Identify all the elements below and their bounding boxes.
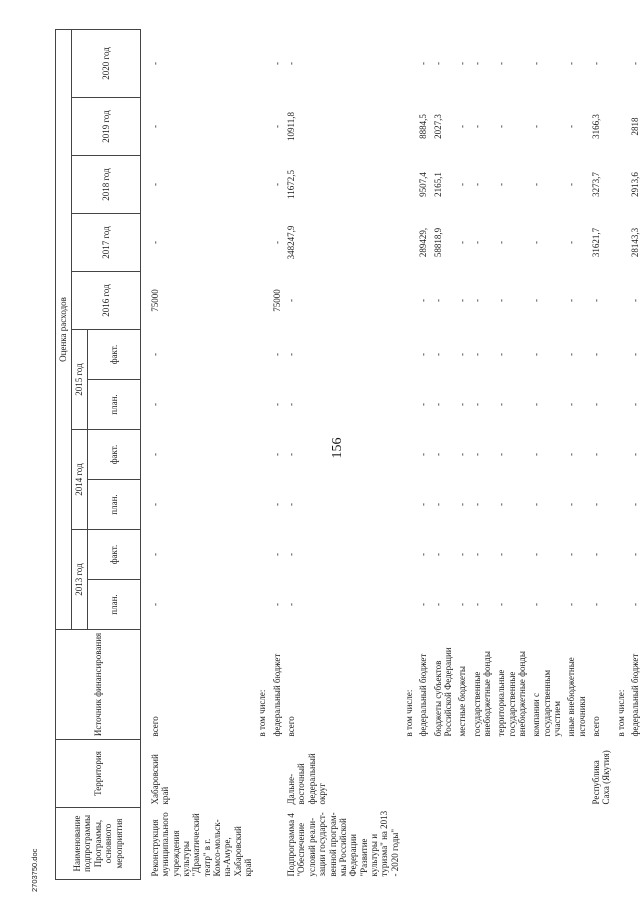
cell-value: -	[630, 603, 640, 606]
cell-value: -	[496, 125, 507, 128]
cell-value: -	[432, 603, 443, 606]
cell-funding-source: в том числе:	[257, 689, 268, 737]
col-header-2014-fact: факт.	[88, 430, 141, 480]
cell-value: -	[630, 299, 640, 302]
cell-territory	[469, 740, 494, 808]
cell-value: -	[457, 453, 468, 456]
footer-filename: 2703750.doc	[30, 848, 39, 892]
cell-value: 3166,3	[591, 114, 602, 139]
col-header-2016: 2016 год	[72, 272, 141, 330]
cell-value	[254, 580, 268, 630]
cell-program-name	[269, 808, 283, 880]
cell-value: -	[471, 503, 482, 506]
col-header-source: Источник финансирования	[56, 630, 141, 740]
cell-value: -	[496, 183, 507, 186]
cell-value	[401, 380, 415, 430]
cell-value: -	[271, 553, 282, 556]
cell-program-name	[415, 808, 429, 880]
cell-funding-source: всего	[591, 716, 602, 737]
cell-value: -	[471, 299, 482, 302]
cell-value: -	[286, 453, 297, 456]
table-row	[147, 29, 254, 879]
cell-value: 75000	[150, 289, 160, 312]
cell-territory	[401, 740, 415, 808]
cell-value	[401, 530, 415, 580]
cell-territory	[528, 740, 563, 808]
cell-value: -	[457, 403, 468, 406]
cell-funding-source: государственные внебюджетные фонды	[471, 651, 492, 737]
cell-value: -	[150, 61, 160, 65]
cell-value: -	[496, 299, 507, 302]
cell-value: -	[566, 353, 577, 356]
cell-value: -	[531, 553, 542, 556]
cell-value: -	[566, 61, 577, 65]
cell-value: -	[531, 503, 542, 506]
cell-value: -	[630, 503, 640, 506]
cell-funding-source: в том числе:	[403, 689, 414, 737]
cell-value: -	[418, 61, 429, 65]
cell-value	[254, 29, 268, 97]
cell-value: -	[457, 553, 468, 556]
col-header-2018: 2018 год	[72, 156, 141, 214]
cell-value: -	[271, 61, 282, 65]
cell-funding-source: федеральный бюджет	[630, 653, 640, 737]
cell-territory: Дальне-восточный федеральный округ	[286, 753, 328, 805]
cell-value: -	[418, 603, 429, 606]
cell-value: -	[471, 125, 482, 128]
cell-value: -	[630, 453, 640, 456]
cell-value	[401, 430, 415, 480]
cell-value: -	[471, 603, 482, 606]
cell-value	[613, 330, 627, 380]
cell-value: -	[566, 183, 577, 186]
col-header-2013-fact: факт.	[88, 530, 141, 580]
cell-value: -	[591, 453, 602, 456]
cell-value: -	[150, 125, 160, 128]
cell-value	[254, 430, 268, 480]
cell-territory	[613, 740, 627, 808]
cell-value	[254, 98, 268, 156]
cell-territory	[454, 740, 468, 808]
cell-value: -	[531, 299, 542, 302]
cell-funding-source: бюджеты субъектов Российской Федерации	[432, 647, 453, 737]
cell-value: 9507,4	[418, 172, 429, 197]
cell-value: -	[471, 403, 482, 406]
table-row	[563, 29, 588, 879]
cell-value: -	[271, 603, 282, 606]
col-header-territory: Территория	[56, 740, 141, 808]
cell-value: -	[286, 503, 297, 506]
cell-value: -	[471, 553, 482, 556]
cell-value: -	[531, 241, 542, 244]
cell-territory	[430, 740, 455, 808]
cell-territory: Республика Саха (Якутия)	[591, 750, 612, 805]
col-header-2014: 2014 год	[72, 430, 88, 530]
cell-program-name	[627, 808, 640, 880]
cell-value: -	[418, 403, 429, 406]
cell-value: -	[630, 403, 640, 406]
cell-value: -	[531, 603, 542, 606]
cell-territory	[493, 740, 528, 808]
cell-territory	[415, 740, 429, 808]
cell-value: 2818	[630, 117, 640, 136]
cell-value: 11672,5	[286, 170, 297, 199]
cell-funding-source: компании с государственным участием	[531, 669, 563, 737]
cell-value: -	[457, 353, 468, 356]
cell-territory	[269, 740, 283, 808]
cell-value: -	[271, 503, 282, 506]
cell-value	[254, 330, 268, 380]
col-header-name: Наименование подпрограммы Программы, основного мероприятия	[56, 808, 141, 880]
col-header-2019: 2019 год	[72, 98, 141, 156]
col-header-estimate: Оценка расходов	[56, 29, 72, 629]
cell-value: -	[591, 503, 602, 506]
table-row	[415, 29, 429, 879]
cell-value: -	[496, 353, 507, 356]
cell-value: -	[566, 453, 577, 456]
cell-value: 31621,7	[591, 227, 602, 258]
cell-value: -	[531, 125, 542, 128]
cell-value: -	[531, 403, 542, 406]
table-body	[147, 29, 640, 879]
cell-value: -	[150, 453, 160, 456]
cell-value: -	[630, 353, 640, 356]
cell-territory	[627, 740, 640, 808]
cell-value	[401, 214, 415, 272]
cell-value: 75000	[271, 289, 282, 312]
cell-value: 2165,1	[432, 172, 443, 197]
cell-value	[254, 214, 268, 272]
table-row	[401, 29, 415, 879]
cell-value: -	[531, 183, 542, 186]
cell-value: -	[457, 125, 468, 128]
cell-program-name	[430, 808, 455, 880]
table-row	[430, 29, 455, 879]
cell-value: 2913,6	[630, 172, 640, 197]
table-row	[454, 29, 468, 879]
col-header-2015-fact: факт.	[88, 330, 141, 380]
cell-funding-source: местные бюджеты	[457, 666, 468, 737]
cell-value: -	[432, 553, 443, 556]
cell-value: -	[496, 241, 507, 244]
cell-value: -	[150, 553, 160, 556]
cell-funding-source: федеральный бюджет	[271, 653, 282, 737]
cell-value	[254, 380, 268, 430]
col-header-2015: 2015 год	[72, 330, 88, 430]
cell-value: -	[496, 403, 507, 406]
cell-value: -	[418, 299, 429, 302]
cell-program-name	[401, 808, 415, 880]
cell-program-name: Подпрограмма 4 "Обеспечение условий реали-зации государст-венной програм-мы Российской Федерации "Развитие культуры и туризма" на 2013 - 2020 годы"	[286, 810, 400, 877]
cell-territory: Хабаровский край	[150, 754, 171, 805]
cell-value: -	[271, 183, 282, 186]
cell-value	[401, 330, 415, 380]
col-header-2017: 2017 год	[72, 214, 141, 272]
cell-territory	[563, 740, 588, 808]
cell-value: -	[591, 299, 602, 302]
cell-value	[401, 29, 415, 97]
cell-value: -	[471, 453, 482, 456]
table-row	[469, 29, 494, 879]
col-header-2013: 2013 год	[72, 530, 88, 630]
cell-value: -	[271, 241, 282, 244]
cell-value	[254, 480, 268, 530]
cell-value: -	[271, 403, 282, 406]
budget-table-sheet	[55, 30, 640, 880]
cell-value: 2027,3	[432, 114, 443, 139]
cell-value: -	[630, 553, 640, 556]
col-header-2014-plan: план.	[88, 480, 141, 530]
cell-funding-source: всего	[286, 716, 297, 737]
cell-value: -	[457, 503, 468, 506]
cell-value: -	[271, 125, 282, 128]
cell-value: -	[457, 299, 468, 302]
cell-value: -	[286, 553, 297, 556]
cell-value: -	[531, 453, 542, 456]
cell-program-name	[588, 808, 613, 880]
cell-value: -	[418, 553, 429, 556]
cell-value: -	[418, 453, 429, 456]
cell-value: -	[432, 403, 443, 406]
cell-value: -	[566, 603, 577, 606]
cell-value: -	[591, 353, 602, 356]
page-number: 156	[330, 437, 345, 459]
cell-value	[613, 29, 627, 97]
cell-funding-source: федеральный бюджет	[418, 653, 429, 737]
cell-value: -	[150, 353, 160, 356]
cell-territory	[254, 740, 268, 808]
cell-value	[401, 272, 415, 330]
cell-value: -	[150, 403, 160, 406]
cell-value: -	[286, 403, 297, 406]
cell-value: -	[630, 61, 640, 65]
cell-value: -	[471, 183, 482, 186]
cell-value: -	[150, 241, 160, 244]
cell-value: -	[531, 353, 542, 356]
cell-value: -	[471, 241, 482, 244]
cell-value	[401, 480, 415, 530]
cell-value	[613, 530, 627, 580]
cell-value: -	[591, 603, 602, 606]
cell-value	[613, 156, 627, 214]
col-header-2013-plan: план.	[88, 580, 141, 630]
cell-value: -	[566, 125, 577, 128]
cell-value: -	[566, 299, 577, 302]
cell-value	[613, 98, 627, 156]
table-row	[613, 29, 627, 879]
cell-value: -	[418, 353, 429, 356]
cell-value: -	[432, 453, 443, 456]
col-header-2020: 2020 год	[72, 29, 141, 97]
cell-value	[613, 430, 627, 480]
cell-value: -	[566, 241, 577, 244]
cell-program-name	[254, 808, 268, 880]
table-row	[269, 29, 283, 879]
cell-value: -	[471, 61, 482, 65]
cell-value: -	[432, 61, 443, 65]
cell-value: 28143,3	[630, 227, 640, 258]
cell-value: -	[271, 453, 282, 456]
table-row	[254, 29, 268, 879]
cell-value	[613, 380, 627, 430]
table-row	[627, 29, 640, 879]
cell-value: 348247,9	[286, 225, 297, 260]
cell-value	[401, 580, 415, 630]
cell-value: 10911,8	[286, 112, 297, 141]
cell-value: -	[591, 61, 602, 65]
table-row	[493, 29, 528, 879]
cell-value	[401, 156, 415, 214]
cell-value	[613, 580, 627, 630]
cell-value: -	[150, 503, 160, 506]
cell-value: -	[150, 603, 160, 606]
cell-value	[613, 214, 627, 272]
cell-program-name	[493, 808, 528, 880]
cell-value	[254, 272, 268, 330]
cell-value	[401, 98, 415, 156]
cell-funding-source: всего	[150, 716, 160, 737]
cell-value: -	[591, 403, 602, 406]
cell-value: -	[457, 183, 468, 186]
cell-value: 8884,5	[418, 114, 429, 139]
cell-value: 289429,	[418, 227, 429, 258]
cell-value: -	[496, 603, 507, 606]
cell-program-name	[528, 808, 563, 880]
cell-value: -	[496, 553, 507, 556]
cell-value: -	[286, 353, 297, 356]
cell-value	[254, 156, 268, 214]
cell-value	[613, 272, 627, 330]
cell-funding-source: в том числе:	[615, 689, 626, 737]
cell-value: -	[457, 241, 468, 244]
cell-program-name: Реконструкция муниципального учреждения культуры "Драматический театр" в г. Комсо-мольск-на-Амуре, Хабаровский край	[150, 812, 254, 877]
cell-program-name	[613, 808, 627, 880]
cell-value: -	[432, 353, 443, 356]
expenditure-table	[55, 29, 640, 880]
cell-value: -	[496, 453, 507, 456]
cell-value: -	[457, 603, 468, 606]
table-row	[588, 29, 613, 879]
cell-funding-source: иные внебюджетные источники	[566, 657, 587, 737]
table-row	[528, 29, 563, 879]
cell-program-name	[469, 808, 494, 880]
cell-value: -	[531, 61, 542, 65]
cell-value: -	[418, 503, 429, 506]
cell-value: -	[457, 61, 468, 65]
cell-value: -	[566, 403, 577, 406]
cell-value: -	[496, 503, 507, 506]
cell-value: -	[432, 503, 443, 506]
cell-program-name	[454, 808, 468, 880]
col-header-2015-plan: план.	[88, 380, 141, 430]
cell-value: -	[471, 353, 482, 356]
cell-value: -	[286, 61, 297, 65]
cell-value: -	[286, 299, 297, 302]
cell-value: -	[496, 61, 507, 65]
cell-value	[613, 480, 627, 530]
cell-value: 3273,7	[591, 172, 602, 197]
cell-value: -	[591, 553, 602, 556]
cell-program-name	[563, 808, 588, 880]
cell-value: -	[150, 183, 160, 186]
cell-value: -	[566, 503, 577, 506]
cell-value: 58818,9	[432, 227, 443, 258]
cell-value: -	[566, 553, 577, 556]
cell-value: -	[286, 603, 297, 606]
cell-funding-source: территориальные государственные внебюджетные фонды	[496, 651, 527, 737]
table-row	[283, 29, 401, 879]
cell-value	[254, 530, 268, 580]
cell-value: -	[271, 353, 282, 356]
cell-value: -	[432, 299, 443, 302]
